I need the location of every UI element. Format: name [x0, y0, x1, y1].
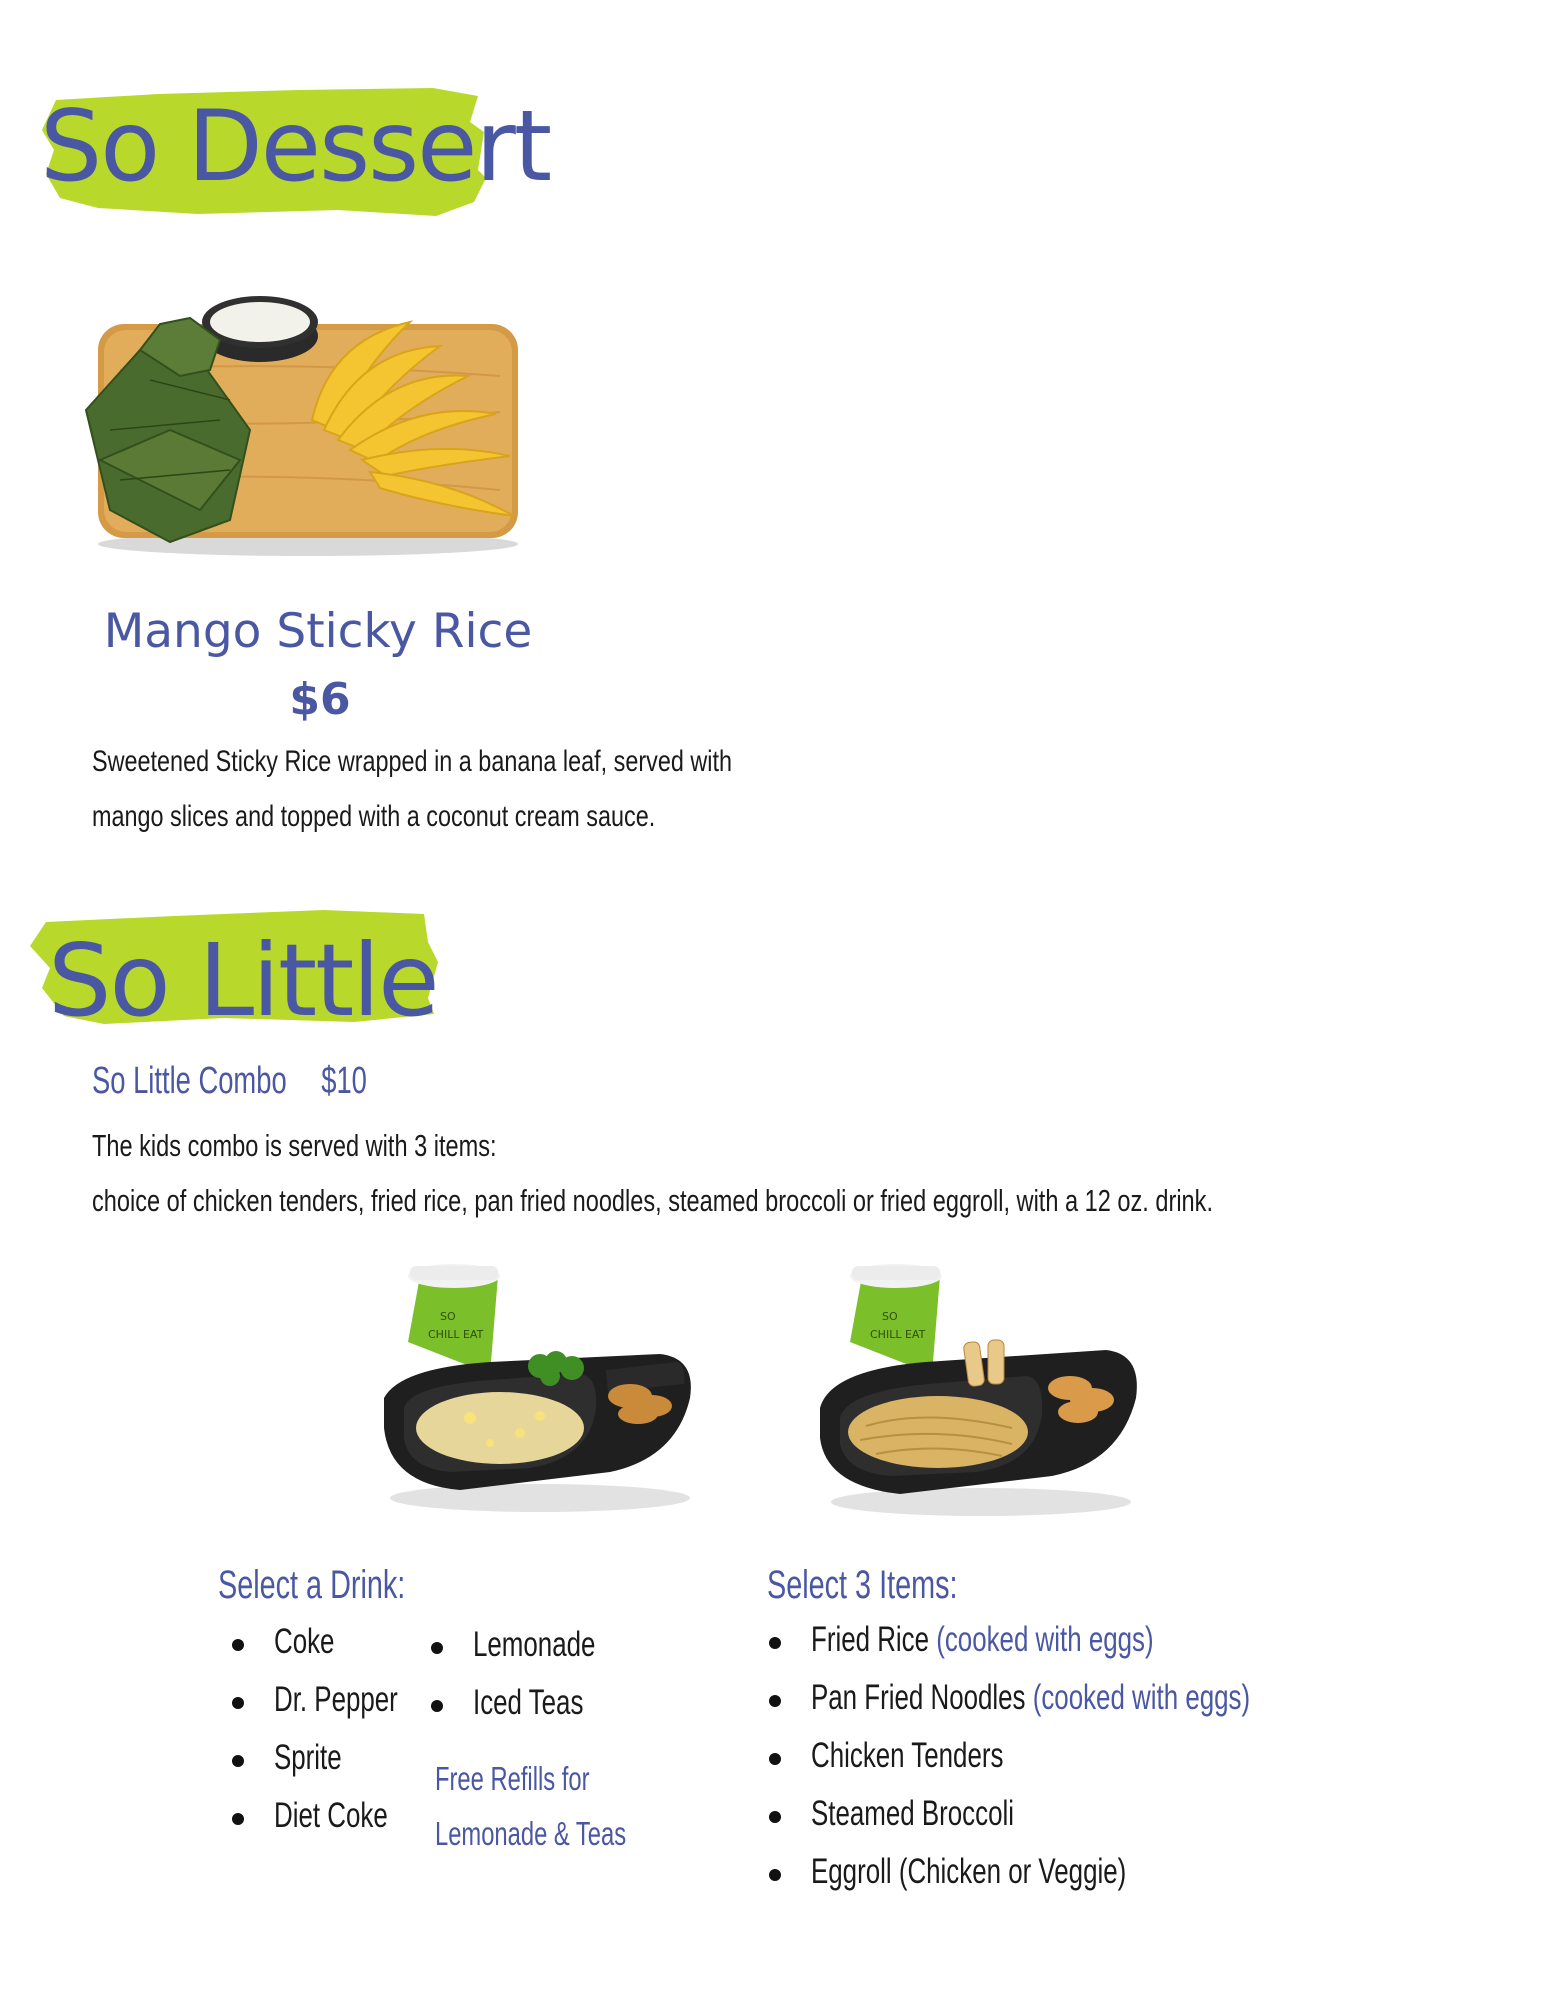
mango-sticky-rice-image	[80, 280, 530, 580]
select-items-heading: Select 3 Items:	[767, 1563, 958, 1607]
refill-note-line-2: Lemonade & Teas	[435, 1815, 627, 1852]
cup-text-2: CHILL EAT	[870, 1328, 926, 1341]
cup-text-1: SO	[440, 1310, 456, 1323]
list-item: Fried Rice (cooked with eggs)	[769, 1620, 1404, 1678]
list-item: Lemonade	[431, 1625, 638, 1683]
list-item: Chicken Tenders	[769, 1736, 1404, 1794]
dessert-description-line-2: mango slices and topped with a coconut cream sauce.	[92, 800, 656, 833]
list-item: Dr. Pepper	[232, 1680, 441, 1738]
section-title-little: So Little	[48, 922, 438, 1039]
list-item: Sprite	[232, 1738, 441, 1796]
combo-items-list	[769, 1620, 1404, 1910]
drink-list-column-2	[431, 1625, 638, 1741]
refill-note-line-1: Free Refills for	[435, 1760, 590, 1797]
combo-price: $10	[321, 1060, 367, 1102]
list-item: Pan Fried Noodles (cooked with eggs)	[769, 1678, 1404, 1736]
drink-list-column-1	[232, 1622, 441, 1854]
section-title-dessert: So Dessert	[40, 90, 551, 204]
list-item: Iced Teas	[431, 1683, 638, 1741]
combo-heading	[92, 1060, 367, 1103]
dessert-item-price: $6	[289, 674, 351, 725]
combo-intro-line-2: choice of chicken tenders, fried rice, pan fried noodles, steamed broccoli or fried eggroll, with a 12 oz. drink.	[92, 1183, 1213, 1218]
cup-text-1: SO	[882, 1310, 898, 1323]
combo-intro-line-1: The kids combo is served with 3 items:	[92, 1128, 497, 1163]
dessert-description-line-1: Sweetened Sticky Rice wrapped in a banana leaf, served with	[92, 745, 732, 778]
list-item: Diet Coke	[232, 1796, 441, 1854]
combo-name: So Little Combo	[92, 1060, 287, 1102]
list-item: Coke	[232, 1622, 441, 1680]
list-item: Eggroll (Chicken or Veggie)	[769, 1852, 1404, 1910]
dessert-item-name: Mango Sticky Rice	[103, 604, 533, 659]
combo-fried-rice-image	[380, 1258, 700, 1520]
select-drink-heading: Select a Drink:	[218, 1563, 406, 1607]
cup-text-2: CHILL EAT	[428, 1328, 484, 1341]
list-item: Steamed Broccoli	[769, 1794, 1404, 1852]
combo-noodles-image	[816, 1258, 1146, 1520]
